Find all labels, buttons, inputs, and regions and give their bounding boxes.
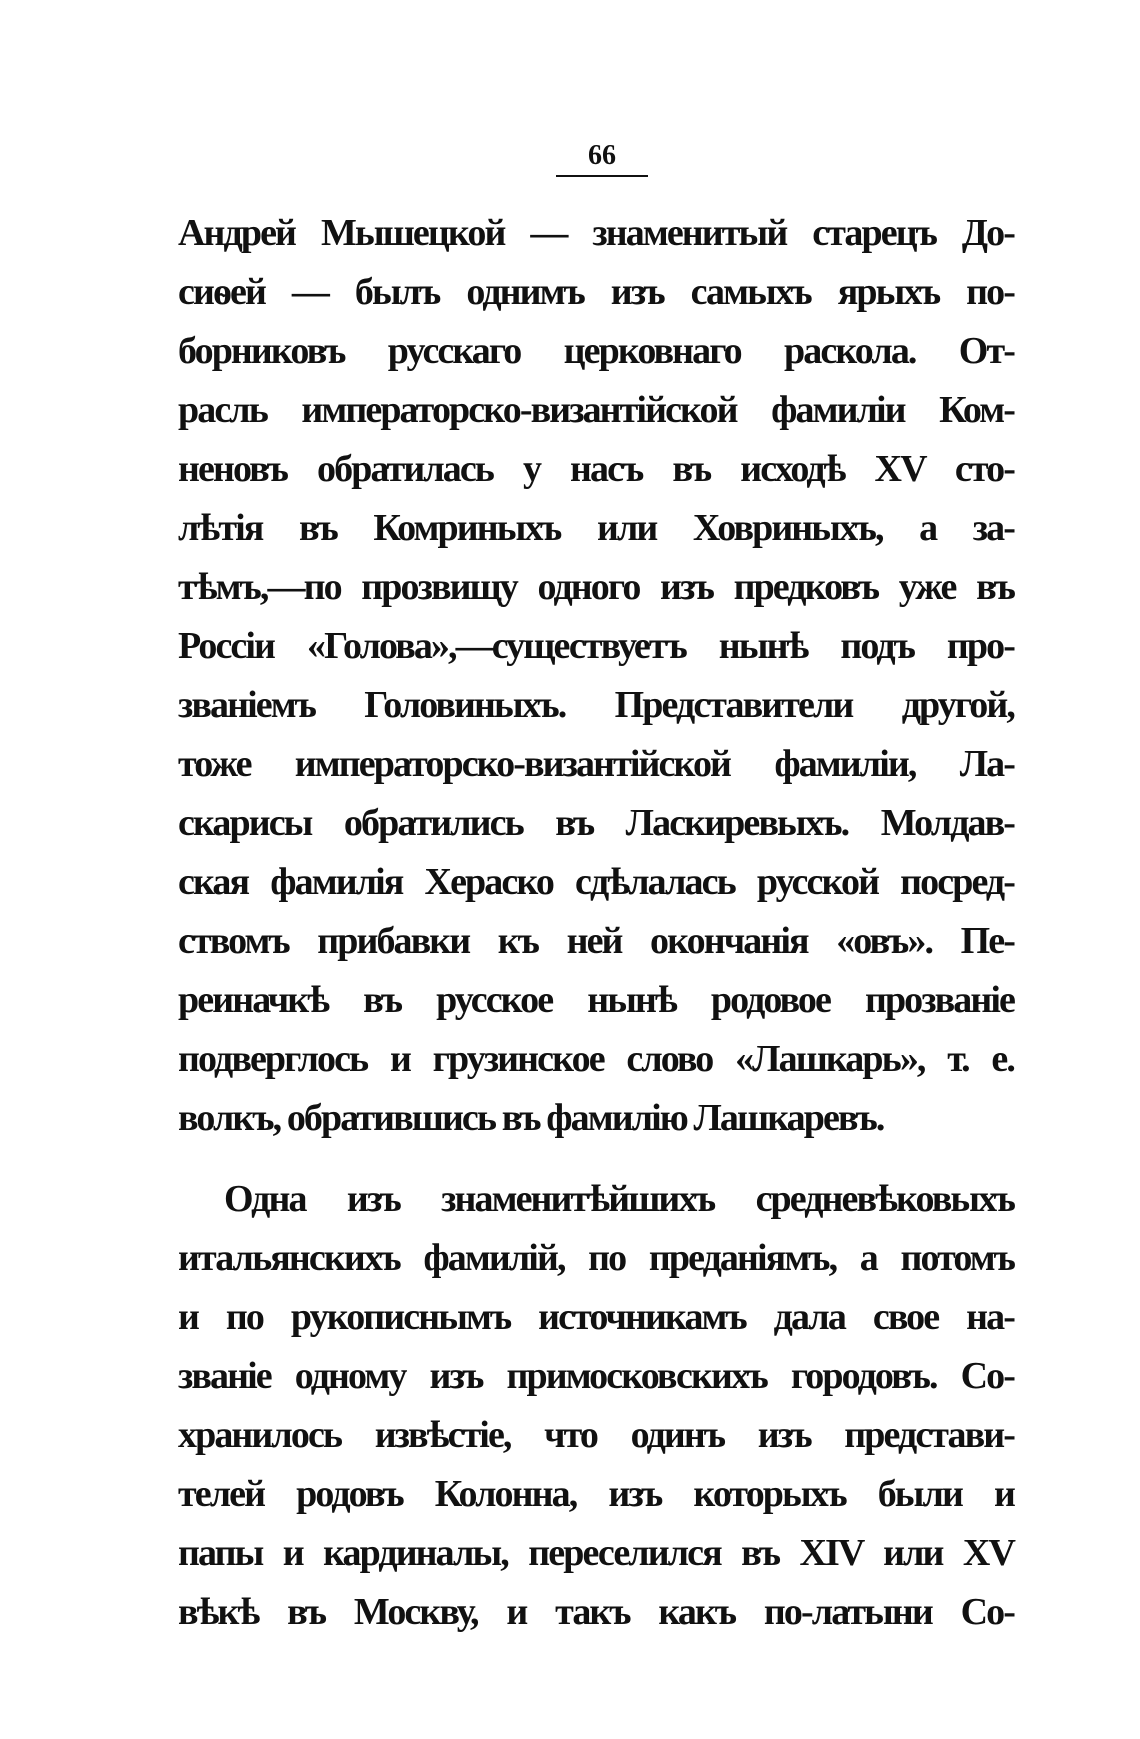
text-line: ствомъ прибавки къ ней окончанiя «овъ». Пе- <box>178 920 1014 962</box>
text-line: ская фамилiя Хераско сдѣлалась русской посред- <box>178 861 1014 903</box>
text-line: тѣмъ,—по прозвищу одного изъ предковъ уже въ <box>178 566 1014 608</box>
text-line: званiе одному изъ примосковскихъ городовъ. Со- <box>178 1355 1014 1397</box>
paragraph-2 <box>178 1170 1014 1642</box>
page-number: 66 <box>556 140 648 177</box>
text-line: званiемъ Головиныхъ. Представители другой, <box>178 684 1014 726</box>
text-line: расль императорско-византiйской фамилiи Ком- <box>178 389 1014 431</box>
text-line: тоже императорско-византiйской фамилiи, Ла- <box>178 743 1014 785</box>
text-line: вѣкѣ въ Москву, и такъ какъ по-латыни Со- <box>178 1591 1014 1633</box>
text-block <box>178 204 1014 1642</box>
text-line: подверглось и грузинское слово «Лашкарь», т. е. <box>178 1038 1014 1080</box>
text-line: борниковъ русскаго церковнаго раскола. От- <box>178 330 1014 372</box>
text-line: папы и кардиналы, переселился въ XIV или XV <box>178 1532 1014 1574</box>
text-line: хранилось извѣстiе, что одинъ изъ представи- <box>178 1414 1014 1456</box>
text-line: сиѳей — былъ однимъ изъ самыхъ ярыхъ по- <box>178 271 1014 313</box>
text-line: Одна изъ знаменитѣйшихъ средневѣковыхъ <box>224 1178 1014 1220</box>
text-line: Россiи «Голова»,—существуетъ нынѣ подъ про- <box>178 625 1014 667</box>
text-line: волкъ, обратившись въ фамилiю Лашкаревъ. <box>178 1097 884 1139</box>
paragraph-gap <box>178 1148 1014 1170</box>
text-line: телей родовъ Колонна, изъ которыхъ были и <box>178 1473 1014 1515</box>
text-line: и по рукописнымъ источникамъ дала свое на- <box>178 1296 1014 1338</box>
text-line: итальянскихъ фамилiй, по преданiямъ, а потомъ <box>178 1237 1014 1279</box>
text-line: лѣтiя въ Комриныхъ или Ховриныхъ, а за- <box>178 507 1014 549</box>
text-line: неновъ обратилась у насъ въ исходѣ XV сто- <box>178 448 1014 490</box>
text-line: скарисы обратились въ Ласкиревыхъ. Молдав- <box>178 802 1014 844</box>
text-line: Андрей Мышецкой — знаменитый старецъ До- <box>178 212 1014 254</box>
paragraph-1 <box>178 204 1014 1148</box>
text-line: реиначкѣ въ русское нынѣ родовое прозванiе <box>178 979 1014 1021</box>
